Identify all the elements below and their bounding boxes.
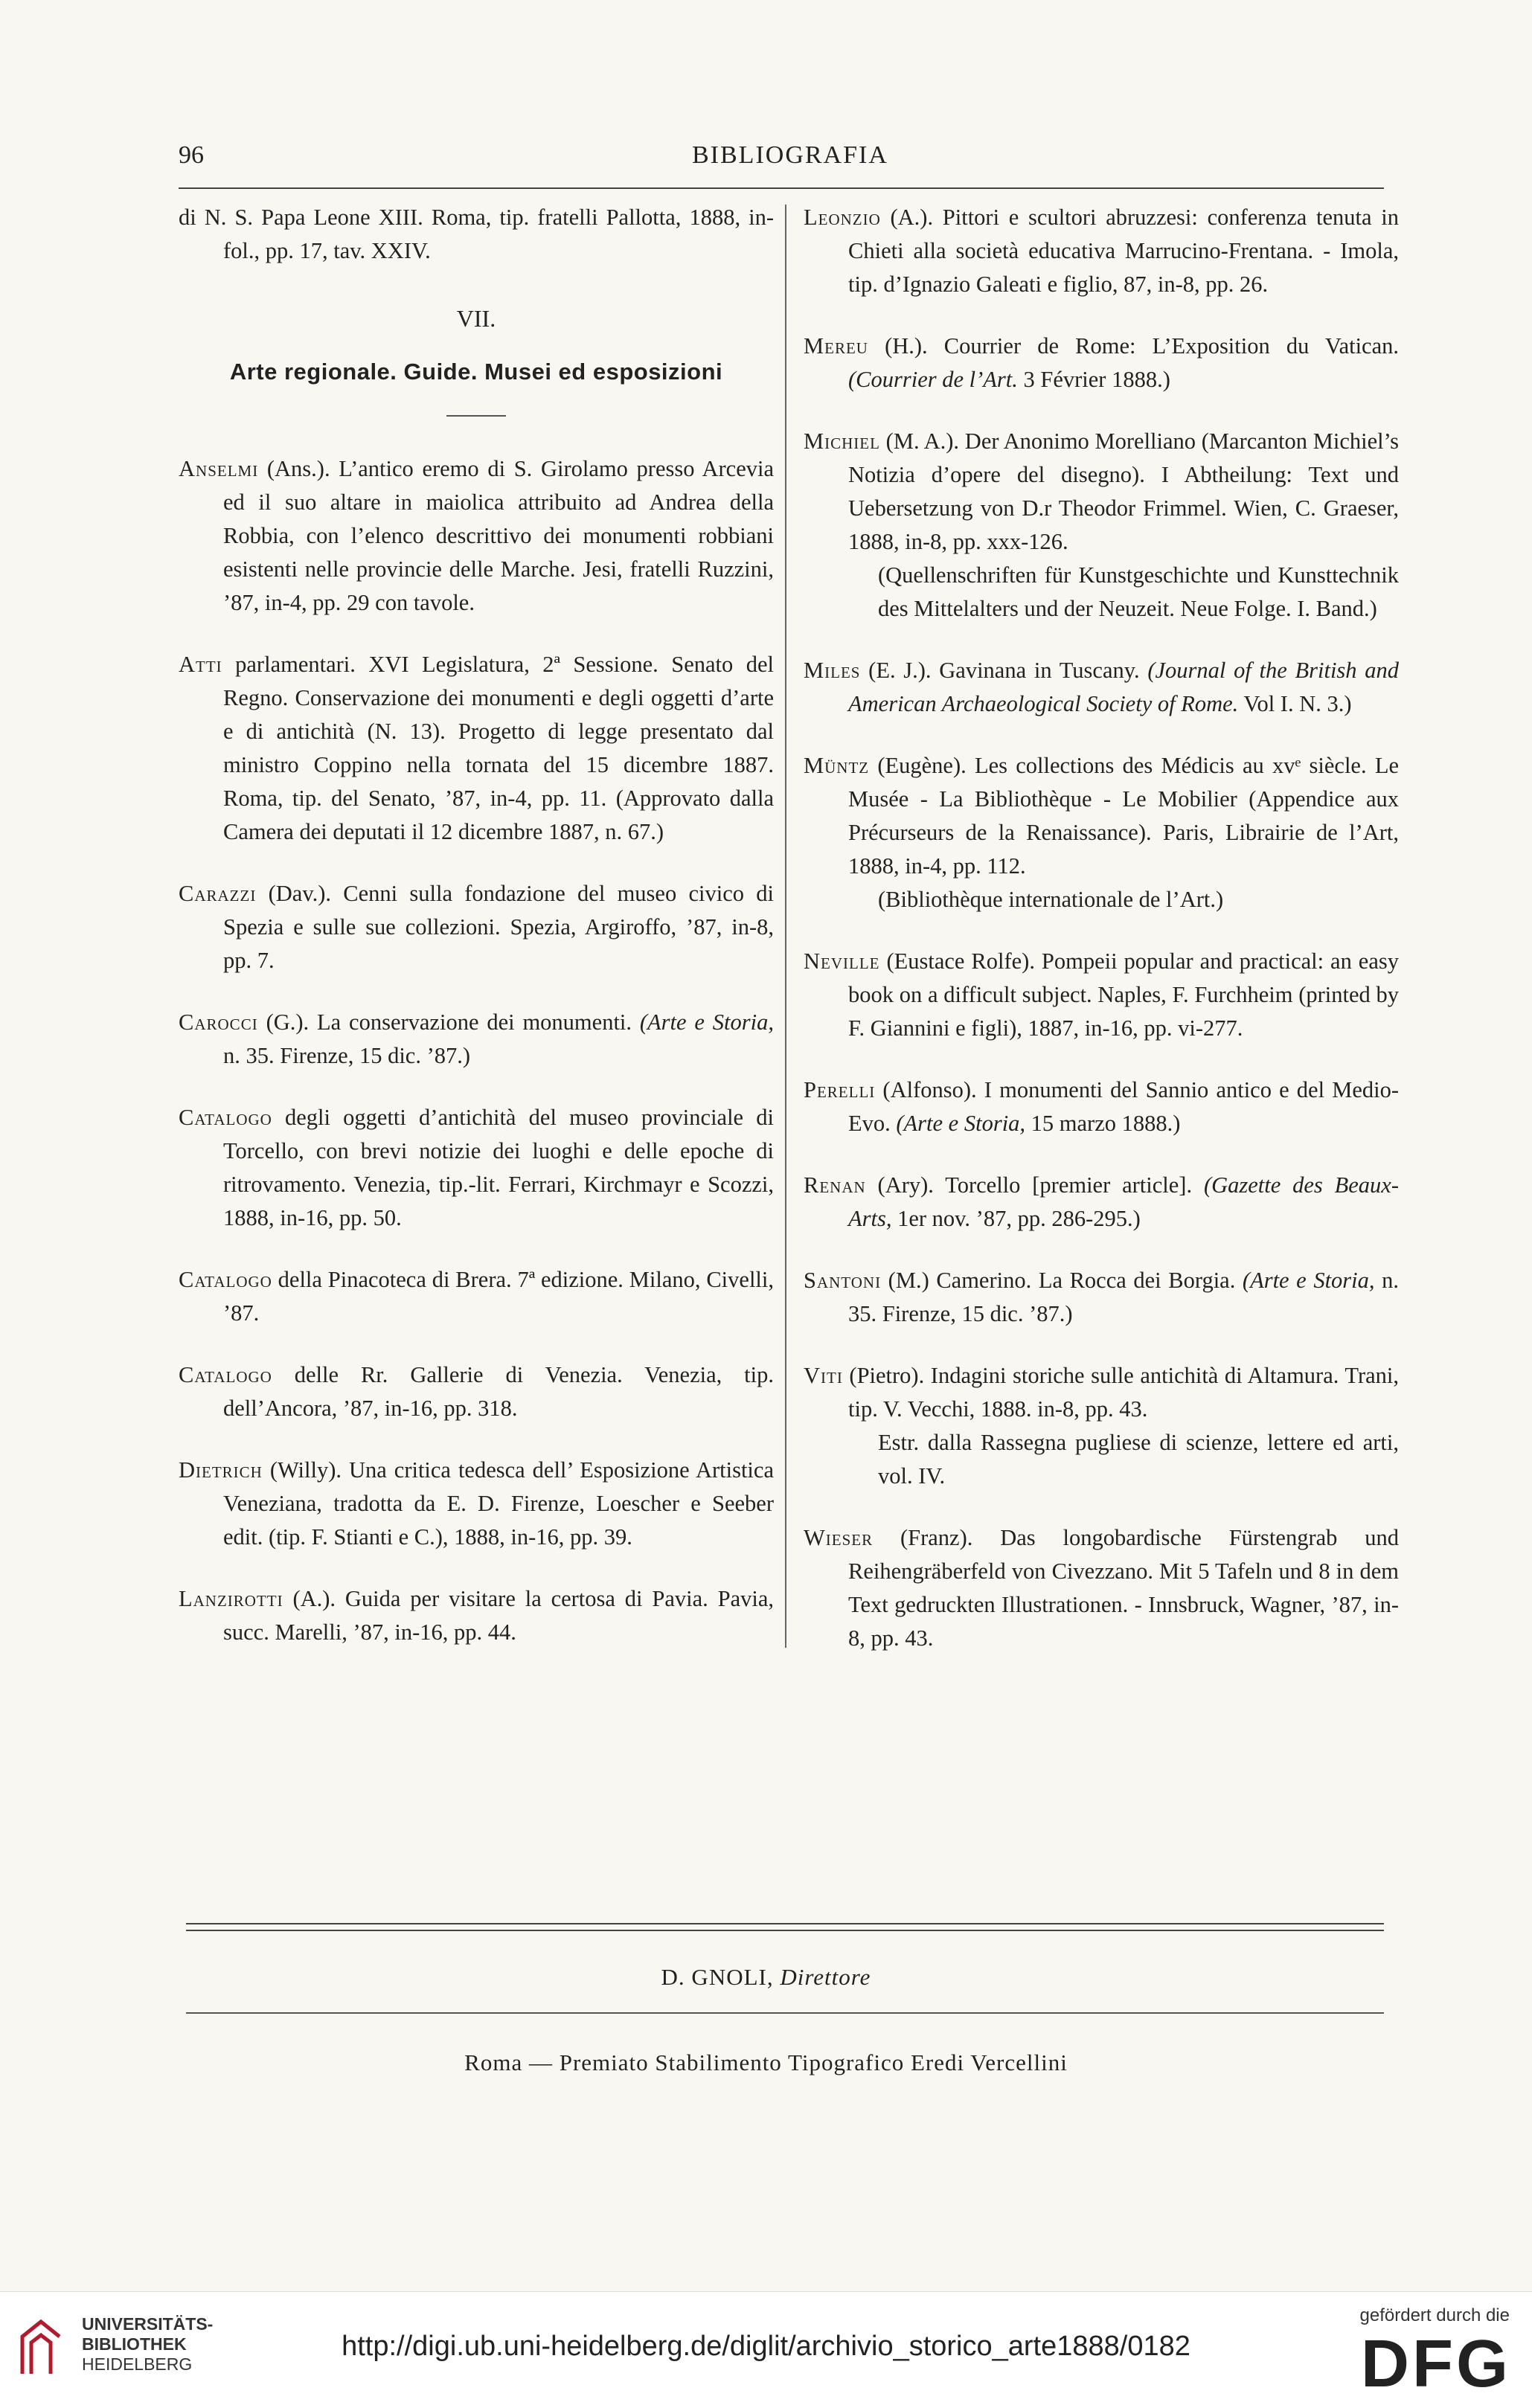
left-column	[179, 201, 774, 1677]
bottom-double-rule	[186, 1923, 1384, 1931]
header-rule	[179, 187, 1384, 189]
section-title: Arte regionale. Guide. Musei ed esposizioni	[229, 359, 723, 385]
section-rule	[446, 415, 506, 417]
bibliography-entry: Dietrich (Willy). Una critica tedesca dell’ Esposizione Artistica Veneziana, tradotta da E. D. Firenze, Loescher e Seeber edit. (tip. F. Stianti e C.), 1888, in-16, pp. 39.	[179, 1457, 774, 1550]
bibliography-entry: Neville (Eustace Rolfe). Pompeii popular and practical: an easy book on a difficult subject. Naples, F. Furchheim (printed by F. Giannini e figli), 1887, in-16, pp. vi-277.	[804, 948, 1399, 1041]
director-role: Direttore	[780, 1964, 871, 1990]
running-title: BIBLIOGRAFIA	[692, 141, 888, 169]
bibliography-entry: Perelli (Alfonso). I monumenti del Sannio antico e del Medio-Evo. (Arte e Storia, 15 marzo 1888.)	[804, 1077, 1399, 1136]
bibliography-entry: Santoni (M.) Camerino. La Rocca dei Borgia. (Arte e Storia, n. 35. Firenze, 15 dic. ’87.)	[804, 1268, 1399, 1326]
entry-author: Carazzi	[179, 881, 257, 906]
bibliography-entry: Miles (E. J.). Gavinana in Tuscany. (Journal of the British and American Archaeological Society of Rome. Vol I. N. 3.)	[804, 658, 1399, 716]
entry-italic: (Arte e Storia,	[896, 1111, 1026, 1136]
bibliography-entry: Wieser (Franz). Das longobardische Fürstengrab und Reihengräberfeld von Civezzano. Mit 5 Tafeln und 8 in dem Text gedruckten Illustrationen. - Innsbruck, Wagner, ’87, in-8, pp. 43.	[804, 1525, 1399, 1651]
entry-author: Dietrich	[179, 1457, 263, 1483]
entry-author: Carocci	[179, 1009, 258, 1035]
entry-italic: (Arte e Storia,	[1242, 1268, 1375, 1293]
entry-author: Viti	[804, 1363, 843, 1388]
footer-bar	[0, 2291, 1532, 2408]
right-column	[804, 201, 1399, 1683]
printer-line: Roma — Premiato Stabilimento Tipografico Eredi Vercellini	[464, 2049, 1068, 2075]
section-number: VII.	[456, 305, 496, 332]
entry-author: Leonzio	[804, 205, 881, 230]
funded-by-label: gefördert durch die	[1359, 2305, 1510, 2325]
entry-italic: (Journal of the British and American Archaeological Society of Rome.	[848, 658, 1399, 716]
page-number: 96	[179, 141, 204, 169]
column-divider	[785, 205, 786, 1648]
bibliography-entry: Catalogo delle Rr. Gallerie di Venezia. Venezia, tip. dell’Ancora, ’87, in-16, pp. 318.	[179, 1362, 774, 1421]
entry-author: Neville	[804, 948, 880, 974]
intro-text: di N. S. Papa Leone XIII. Roma, tip. fratelli Pallotta, 1888, in-fol., pp. 17, tav. XXIV.	[179, 205, 774, 263]
bibliography-entry: Müntz (Eugène). Les collections des Médicis au xvᵉ siècle. Le Musée - La Bibliothèque - Le Mobilier (Appendice aux Précurseurs de la Renaissance). Paris, Librairie de l’Art, 1888, in-4, pp. 112. (Bibliothèque internationale de l’Art.)	[804, 749, 1399, 916]
entry-author: Wieser	[804, 1525, 874, 1550]
entry-italic: (Courrier de l’Art.	[848, 367, 1018, 392]
entry-author: Miles	[804, 658, 861, 683]
entry-author: Mereu	[804, 333, 868, 359]
bibliography-entry: Carocci (G.). La conservazione dei monumenti. (Arte e Storia, n. 35. Firenze, 15 dic. ’87.)	[179, 1009, 774, 1068]
entry-note: (Quellenschriften für Kunstgeschichte und Kunsttechnik des Mittelalters und der Neuzeit. Neue Folge. I. Band.)	[878, 562, 1399, 621]
bibliography-entry: Carazzi (Dav.). Cenni sulla fondazione del museo civico di Spezia e sulle sue collezioni. Spezia, Argiroffo, ’87, in-8, pp. 7.	[179, 881, 774, 973]
entry-author: Renan	[804, 1172, 866, 1198]
running-header	[179, 141, 1384, 179]
entry-italic: (Gazette des Beaux-Arts,	[848, 1172, 1399, 1231]
entry-author: Perelli	[804, 1077, 876, 1102]
right-entries	[804, 201, 1399, 1655]
bibliography-entry: Anselmi (Ans.). L’antico eremo di S. Girolamo presso Arcevia ed il suo altare in maiolica attribuito ad Andrea della Robbia, con l’elenco descrittivo dei monumenti robbiani esistenti nelle provincie delle Marche. Jesi, fratelli Ruzzini, ’87, in-4, pp. 29 con tavole.	[179, 456, 774, 615]
bibliography-entry: Leonzio (A.). Pittori e scultori abruzzesi: conferenza tenuta in Chieti alla società educativa Marrucino-Frentana. - Imola, tip. d’Ignazio Galeati e figlio, 87, in-8, pp. 26.	[804, 205, 1399, 297]
director-name: D. GNOLI,	[661, 1964, 774, 1990]
entry-author: Müntz	[804, 753, 870, 778]
colophon-rule	[186, 2012, 1384, 2014]
bibliography-entry: Renan (Ary). Torcello [premier article]. (Gazette des Beaux-Arts, 1er nov. ’87, pp. 286-295.)	[804, 1172, 1399, 1231]
entry-author: Catalogo	[179, 1267, 272, 1292]
bibliography-entry: Mereu (H.). Courrier de Rome: L’Exposition du Vatican. (Courrier de l’Art. 3 Février 1888.)	[804, 333, 1399, 392]
entry-italic: (Arte e Storia,	[639, 1009, 774, 1035]
bibliography-entry: Viti (Pietro). Indagini storiche sulle antichità di Altamura. Trani, tip. V. Vecchi, 1888. in-8, pp. 43. Estr. dalla Rassegna pugliese di scienze, lettere ed arti, vol. IV.	[804, 1359, 1399, 1493]
entry-note: (Bibliothèque internationale de l’Art.)	[878, 887, 1224, 912]
entry-author: Atti	[179, 652, 222, 677]
source-url-link[interactable]: http://digi.ub.uni-heidelberg.de/diglit/archivio_storico_arte1888/0182	[342, 2331, 1190, 2362]
bibliography-entry: Catalogo della Pinacoteca di Brera. 7ª edizione. Milano, Civelli, ’87.	[179, 1267, 774, 1326]
bibliography-entry: Catalogo degli oggetti d’antichità del museo provinciale di Torcello, con brevi notizie dei luoghi e delle epoche di ritrovamento. Venezia, tip.-lit. Ferrari, Kirchmayr e Scozzi, 1888, in-16, pp. 50.	[179, 1105, 774, 1230]
entry-author: Catalogo	[179, 1362, 272, 1387]
entry-author: Lanzirotti	[179, 1586, 283, 1611]
entry-author: Catalogo	[179, 1105, 272, 1130]
entry-note: Estr. dalla Rassegna pugliese di scienze, lettere ed arti, vol. IV.	[878, 1430, 1399, 1489]
entry-author: Santoni	[804, 1268, 882, 1293]
dfg-logo: DFG	[1361, 2327, 1511, 2401]
bibliography-entry: Lanzirotti (A.). Guida per visitare la certosa di Pavia. Pavia, succ. Marelli, ’87, in-16, pp. 44.	[179, 1586, 774, 1645]
left-entries	[179, 452, 774, 1649]
bibliography-entry: Michiel (M. A.). Der Anonimo Morelliano (Marcanton Michiel’s Notizia d’opere del disegno). I Abtheilung: Text und Uebersetzung von D.r Theodor Frimmel. Wien, C. Graeser, 1888, in-8, pp. xxx-126. (Quellenschriften für Kunstgeschichte und Kunsttechnik des Mittelalters und der Neuzeit. Neue Folge. I. Band.)	[804, 425, 1399, 626]
bibliography-entry: Atti parlamentari. XVI Legislatura, 2ª Sessione. Senato del Regno. Conservazione dei monumenti e degli oggetti d’arte e di antichità (N. 13). Progetto di legge presentato dal ministro Coppino nella tornata del 15 dicembre 1887. Roma, tip. del Senato, ’87, in-4, pp. 11. (Approvato dalla Camera dei deputati il 12 dicembre 1887, n. 67.)	[179, 652, 774, 844]
entry-author: Anselmi	[179, 456, 259, 481]
library-name: UNIVERSITÄTS- BIBLIOTHEK HEIDELBERG	[82, 2314, 214, 2374]
entry-author: Michiel	[804, 428, 880, 454]
director-line	[0, 1964, 1532, 1991]
